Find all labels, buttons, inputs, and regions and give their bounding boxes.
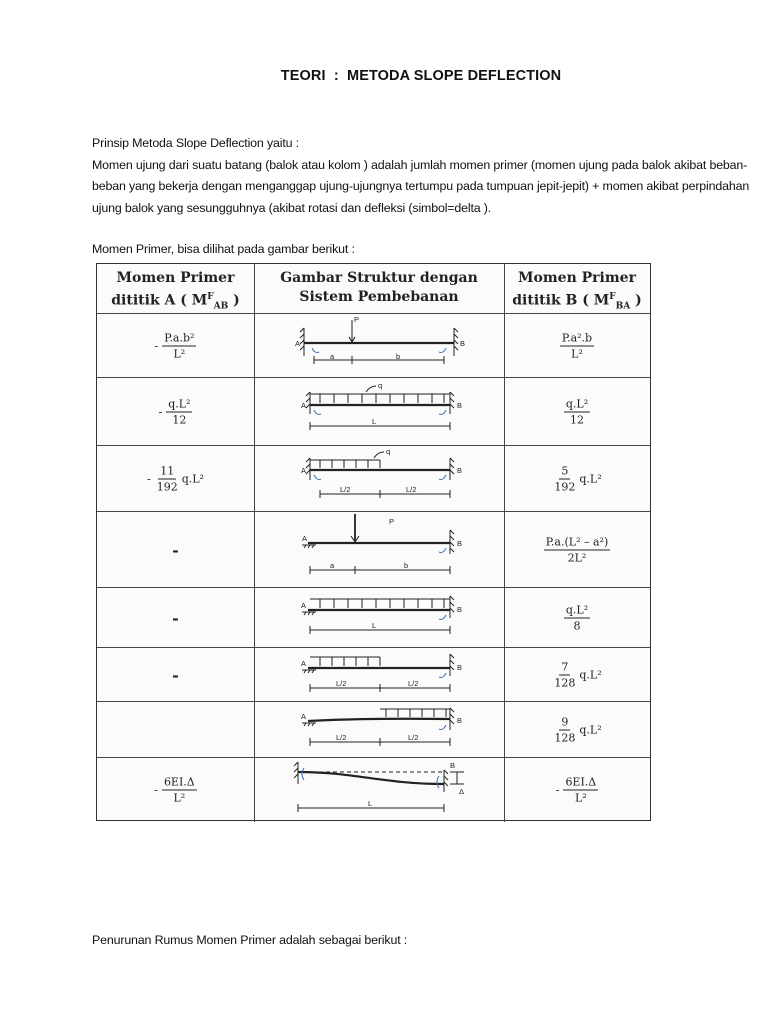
label-half-span-2: L/2 (408, 733, 419, 742)
moment-b-cell (504, 588, 650, 647)
label-support-a: A (295, 339, 301, 348)
derivation-heading: Penurunan Rumus Momen Primer adalah sebagai berikut : (92, 933, 408, 947)
denominator: L² (173, 791, 186, 805)
beam-diagram-half-udl-left-pinned (254, 648, 504, 702)
denominator: 128 (554, 676, 576, 689)
moment-b-cell (504, 702, 650, 757)
moment-b-cell (504, 512, 650, 587)
label-load-p: P (354, 315, 360, 324)
label-load-q: q (386, 447, 391, 456)
table-row (97, 313, 650, 377)
moment-a-cell (97, 446, 255, 511)
beam-diagram-half-udl-left (254, 446, 504, 512)
sign: - (154, 783, 158, 797)
label-half-span-1: L/2 (340, 485, 351, 494)
label-delta: Δ (459, 787, 465, 796)
header-moment-a-line1: Momen Primer (116, 270, 235, 286)
numerator: P.a².b (561, 331, 593, 344)
structure-diagram-cell (254, 648, 505, 701)
moment-a-cell (97, 758, 255, 822)
numerator: 9 (561, 715, 569, 728)
header-b-sub: BA (615, 301, 631, 312)
table-row (97, 511, 650, 587)
label-support-a: A (302, 534, 308, 543)
header-structure (254, 264, 505, 313)
fixed-end-moment-table (96, 263, 651, 821)
no-moment-dash: - (172, 608, 179, 627)
intro-heading: Prinsip Metoda Slope Deflection yaitu : (92, 136, 299, 150)
intro-line-3: ujung balok yang sesungguhnya (akibat rotasi dan defleksi (simbol=delta ). (92, 200, 492, 215)
header-b-suffix: ) (630, 292, 642, 309)
structure-diagram-cell (254, 446, 505, 511)
moment-b-cell (504, 446, 650, 511)
intro-paragraph (92, 133, 760, 219)
header-a-sup: F (207, 292, 214, 302)
table-row (97, 377, 650, 445)
label-half-span-1: L/2 (336, 733, 347, 742)
sign: - (555, 783, 560, 797)
label-a: a (330, 561, 335, 570)
structure-diagram-cell (254, 588, 505, 647)
header-structure-line2: Sistem Pembebanan (299, 289, 459, 305)
moment-a-cell (97, 702, 255, 757)
beam-diagram-full-udl (254, 378, 504, 446)
label-b: b (396, 352, 401, 361)
numerator: 6EI.Δ (565, 775, 597, 789)
beam-diagram-udl-pinned (254, 588, 504, 648)
sign: - (147, 472, 151, 485)
factor: q.L² (181, 472, 204, 485)
label-a: a (330, 352, 335, 361)
page-title: TEORI : METODA SLOPE DEFLECTION (280, 68, 562, 84)
denominator: L² (173, 347, 186, 360)
header-b-sup: F (609, 292, 616, 302)
label-support-b: B (460, 339, 466, 348)
denominator: 128 (554, 731, 576, 744)
header-structure-line1: Gambar Struktur dengan (280, 270, 478, 286)
beam-diagram-point-load (254, 314, 504, 378)
label-load-p: P (389, 517, 395, 526)
numerator: 5 (561, 464, 569, 477)
label-half-span-2: L/2 (408, 679, 419, 688)
numerator: 11 (160, 464, 175, 477)
sign: - (158, 405, 163, 418)
beam-diagram-half-udl-right-pinned (254, 702, 504, 758)
intro-line-1: Momen ujung dari suatu batang (balok atau kolom ) adalah jumlah momen primer (momen ujung pada balok akibat beban- (92, 157, 748, 172)
numerator: 7 (561, 660, 569, 673)
moment-a-cell (97, 314, 255, 377)
table-row (97, 445, 650, 511)
denominator: 192 (156, 480, 178, 493)
label-span-l: L (372, 417, 377, 426)
table-caption: Momen Primer, bisa dilihat pada gambar berikut : (92, 242, 355, 256)
factor: q.L² (579, 668, 602, 681)
table-header-row (97, 264, 650, 313)
factor: q.L² (579, 723, 602, 736)
label-half-span-1: L/2 (336, 679, 347, 688)
label-support-b: B (457, 716, 463, 725)
numerator: q.L² (565, 397, 589, 410)
label-half-span-2: L/2 (406, 485, 417, 494)
moment-a-cell (97, 378, 255, 445)
moment-a-cell (97, 648, 255, 701)
header-a-suffix: ) (228, 292, 240, 309)
denominator: 12 (172, 413, 187, 426)
label-support-a: A (301, 466, 307, 475)
structure-diagram-cell (254, 758, 505, 822)
sign: - (154, 339, 159, 352)
beam-diagram-point-load-pinned (254, 512, 504, 588)
label-support-b: B (457, 605, 463, 614)
header-a-sub: AB (213, 301, 229, 312)
denominator: L² (574, 791, 587, 805)
label-span-l: L (372, 621, 377, 630)
header-moment-b-line1: Momen Primer (518, 270, 636, 286)
denominator: 12 (569, 413, 584, 426)
label-support-b: B (450, 761, 456, 770)
label-b: b (404, 561, 409, 570)
moment-b-cell (504, 648, 650, 701)
label-support-a: A (301, 712, 307, 721)
structure-diagram-cell (254, 378, 505, 445)
label-support-a: A (301, 659, 307, 668)
label-load-q: q (378, 381, 383, 390)
moment-a-cell (97, 588, 255, 647)
header-moment-a (97, 264, 255, 313)
moment-b-cell (504, 314, 650, 377)
denominator: 2L² (567, 551, 587, 564)
denominator: L² (571, 347, 583, 360)
moment-b-cell (504, 758, 650, 822)
numerator: P.a.b² (164, 331, 195, 344)
structure-diagram-cell (254, 314, 505, 377)
moment-b-cell (504, 378, 650, 445)
table-row (97, 757, 650, 822)
moment-a-cell (97, 512, 255, 587)
label-support-b: B (457, 401, 463, 410)
no-moment-dash: - (172, 665, 179, 684)
header-moment-b (504, 264, 650, 313)
numerator: P.a.(L² – a²) (545, 535, 609, 548)
label-support-a: A (301, 401, 307, 410)
label-support-b: B (457, 466, 463, 475)
intro-line-2: beban yang bekerja dengan menganggap ujung-ujungnya tertumpu pada tumpuan jepit-jepit) + momen akibat perpindahan (92, 179, 750, 193)
label-span-l: L (368, 799, 373, 808)
structure-diagram-cell (254, 702, 505, 757)
header-a-prefix: dititik A ( M (111, 292, 208, 309)
numerator: 6EI.Δ (163, 775, 195, 789)
denominator: 8 (573, 619, 581, 632)
label-support-b: B (457, 539, 463, 548)
label-support-b: B (457, 663, 463, 672)
numerator: q.L² (168, 397, 191, 410)
header-b-prefix: dititik B ( M (512, 292, 610, 309)
table-row (97, 701, 650, 757)
numerator: q.L² (565, 603, 589, 616)
structure-diagram-cell (254, 512, 505, 587)
label-support-a: A (301, 601, 307, 610)
no-moment-dash: - (172, 540, 179, 559)
factor: q.L² (579, 472, 602, 485)
beam-diagram-settlement (254, 758, 504, 823)
denominator: 192 (554, 480, 576, 493)
table-row (97, 587, 650, 647)
table-row (97, 647, 650, 701)
